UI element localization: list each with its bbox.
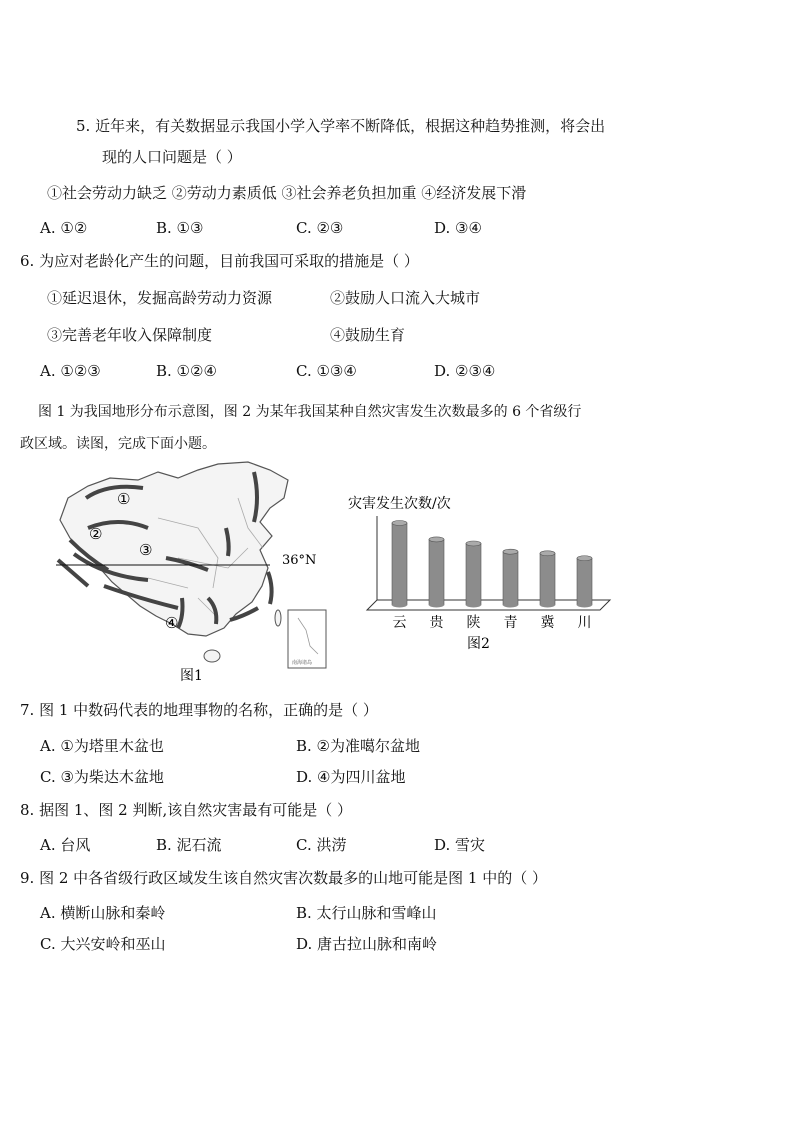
q5-stem-line2: 现的人口问题是（ ） — [102, 148, 242, 166]
mountain-karakoram — [58, 560, 88, 586]
intro-line1: 图 1 为我国地形分布示意图，图 2 为某年我国某种自然灾害发生次数最多的 6 个省级行 — [38, 404, 582, 420]
q6-item-1: ①延迟退休，发掘高龄劳动力资源 — [47, 289, 273, 307]
q8-option-d[interactable]: D. 雪灾 — [434, 836, 486, 854]
bar-陕 — [466, 541, 481, 608]
figure-2-caption: 图2 — [467, 636, 490, 652]
q9-option-a[interactable]: A. 横断山脉和秦岭 — [40, 904, 166, 922]
q8-stem: 8. 据图 1、图 2 判断,该自然灾害最有可能是（ ） — [20, 801, 353, 819]
map-label-1: ① — [117, 490, 131, 508]
x-tick-label: 川 — [577, 615, 592, 631]
latitude-label: 36°N — [282, 553, 317, 568]
q9-option-b[interactable]: B. 太行山脉和雪峰山 — [296, 904, 437, 922]
bar-贵 — [429, 537, 444, 608]
bar-川 — [577, 556, 592, 608]
q5-items: ①社会劳动力缺乏 ②劳动力素质低 ③社会养老负担加重 ④经济发展下滑 — [47, 184, 527, 202]
bar-云 — [392, 521, 407, 608]
disaster-bar-chart — [345, 490, 615, 660]
intro-line2: 政区域。读图，完成下面小题。 — [20, 436, 216, 452]
chart-ylabel: 灾害发生次数/次 — [348, 496, 451, 512]
figure-1-map — [48, 458, 338, 686]
q7-stem: 7. 图 1 中数码代表的地理事物的名称，正确的是（ ） — [20, 701, 378, 719]
x-tick-label: 冀 — [540, 615, 555, 631]
inset-label: 南海诸岛 — [292, 660, 313, 666]
map-label-3: ③ — [139, 541, 153, 559]
map-label-4: ④ — [165, 614, 179, 632]
q6-item-2: ②鼓励人口流入大城市 — [330, 289, 481, 307]
q5-option-d[interactable]: D. ③④ — [434, 219, 482, 237]
q6-option-b[interactable]: B. ①②④ — [156, 362, 217, 380]
q9-option-c[interactable]: C. 大兴安岭和巫山 — [40, 935, 166, 953]
q6-item-4: ④鼓励生育 — [330, 326, 406, 344]
x-tick-label: 陕 — [466, 615, 481, 631]
q6-option-a[interactable]: A. ①②③ — [40, 362, 101, 380]
q5-stem-line1: 5. 近年来，有关数据显示我国小学入学率不断降低，根据这种趋势推测，将会出 — [76, 117, 606, 135]
map-label-2: ② — [89, 525, 103, 543]
bar-冀 — [540, 551, 555, 608]
q5-option-c[interactable]: C. ②③ — [296, 219, 344, 237]
q5-option-a[interactable]: A. ①② — [40, 219, 88, 237]
q8-option-a[interactable]: A. 台风 — [40, 836, 91, 854]
q6-item-3: ③完善老年收入保障制度 — [47, 326, 213, 344]
q8-option-c[interactable]: C. 洪涝 — [296, 836, 347, 854]
x-tick-label: 云 — [392, 615, 407, 631]
bar-青 — [503, 549, 518, 607]
q8-option-b[interactable]: B. 泥石流 — [156, 836, 222, 854]
q7-option-b[interactable]: B. ②为准噶尔盆地 — [296, 737, 421, 755]
mountain-wuyi — [268, 572, 272, 604]
x-tick-label: 贵 — [429, 615, 444, 631]
hainan-island — [204, 650, 220, 662]
q6-stem: 6. 为应对老龄化产生的问题，目前我国可采取的措施是（ ） — [20, 252, 419, 270]
q6-option-d[interactable]: D. ②③④ — [434, 362, 496, 380]
q7-option-d[interactable]: D. ④为四川盆地 — [296, 768, 406, 786]
q9-stem: 9. 图 2 中各省级行政区域发生该自然灾害次数最多的山地可能是图 1 中的（ ） — [20, 869, 548, 887]
q9-option-d[interactable]: D. 唐古拉山脉和南岭 — [296, 935, 438, 953]
q6-option-c[interactable]: C. ①③④ — [296, 362, 357, 380]
x-tick-label: 青 — [503, 615, 518, 631]
q7-option-c[interactable]: C. ③为柴达木盆地 — [40, 768, 164, 786]
taiwan-island — [275, 610, 281, 626]
figure-1-caption: 图1 — [180, 668, 203, 684]
china-terrain-map — [48, 458, 338, 686]
q7-option-a[interactable]: A. ①为塔里木盆也 — [40, 737, 164, 755]
q5-option-b[interactable]: B. ①③ — [156, 219, 204, 237]
figure-2-chart — [345, 490, 615, 660]
